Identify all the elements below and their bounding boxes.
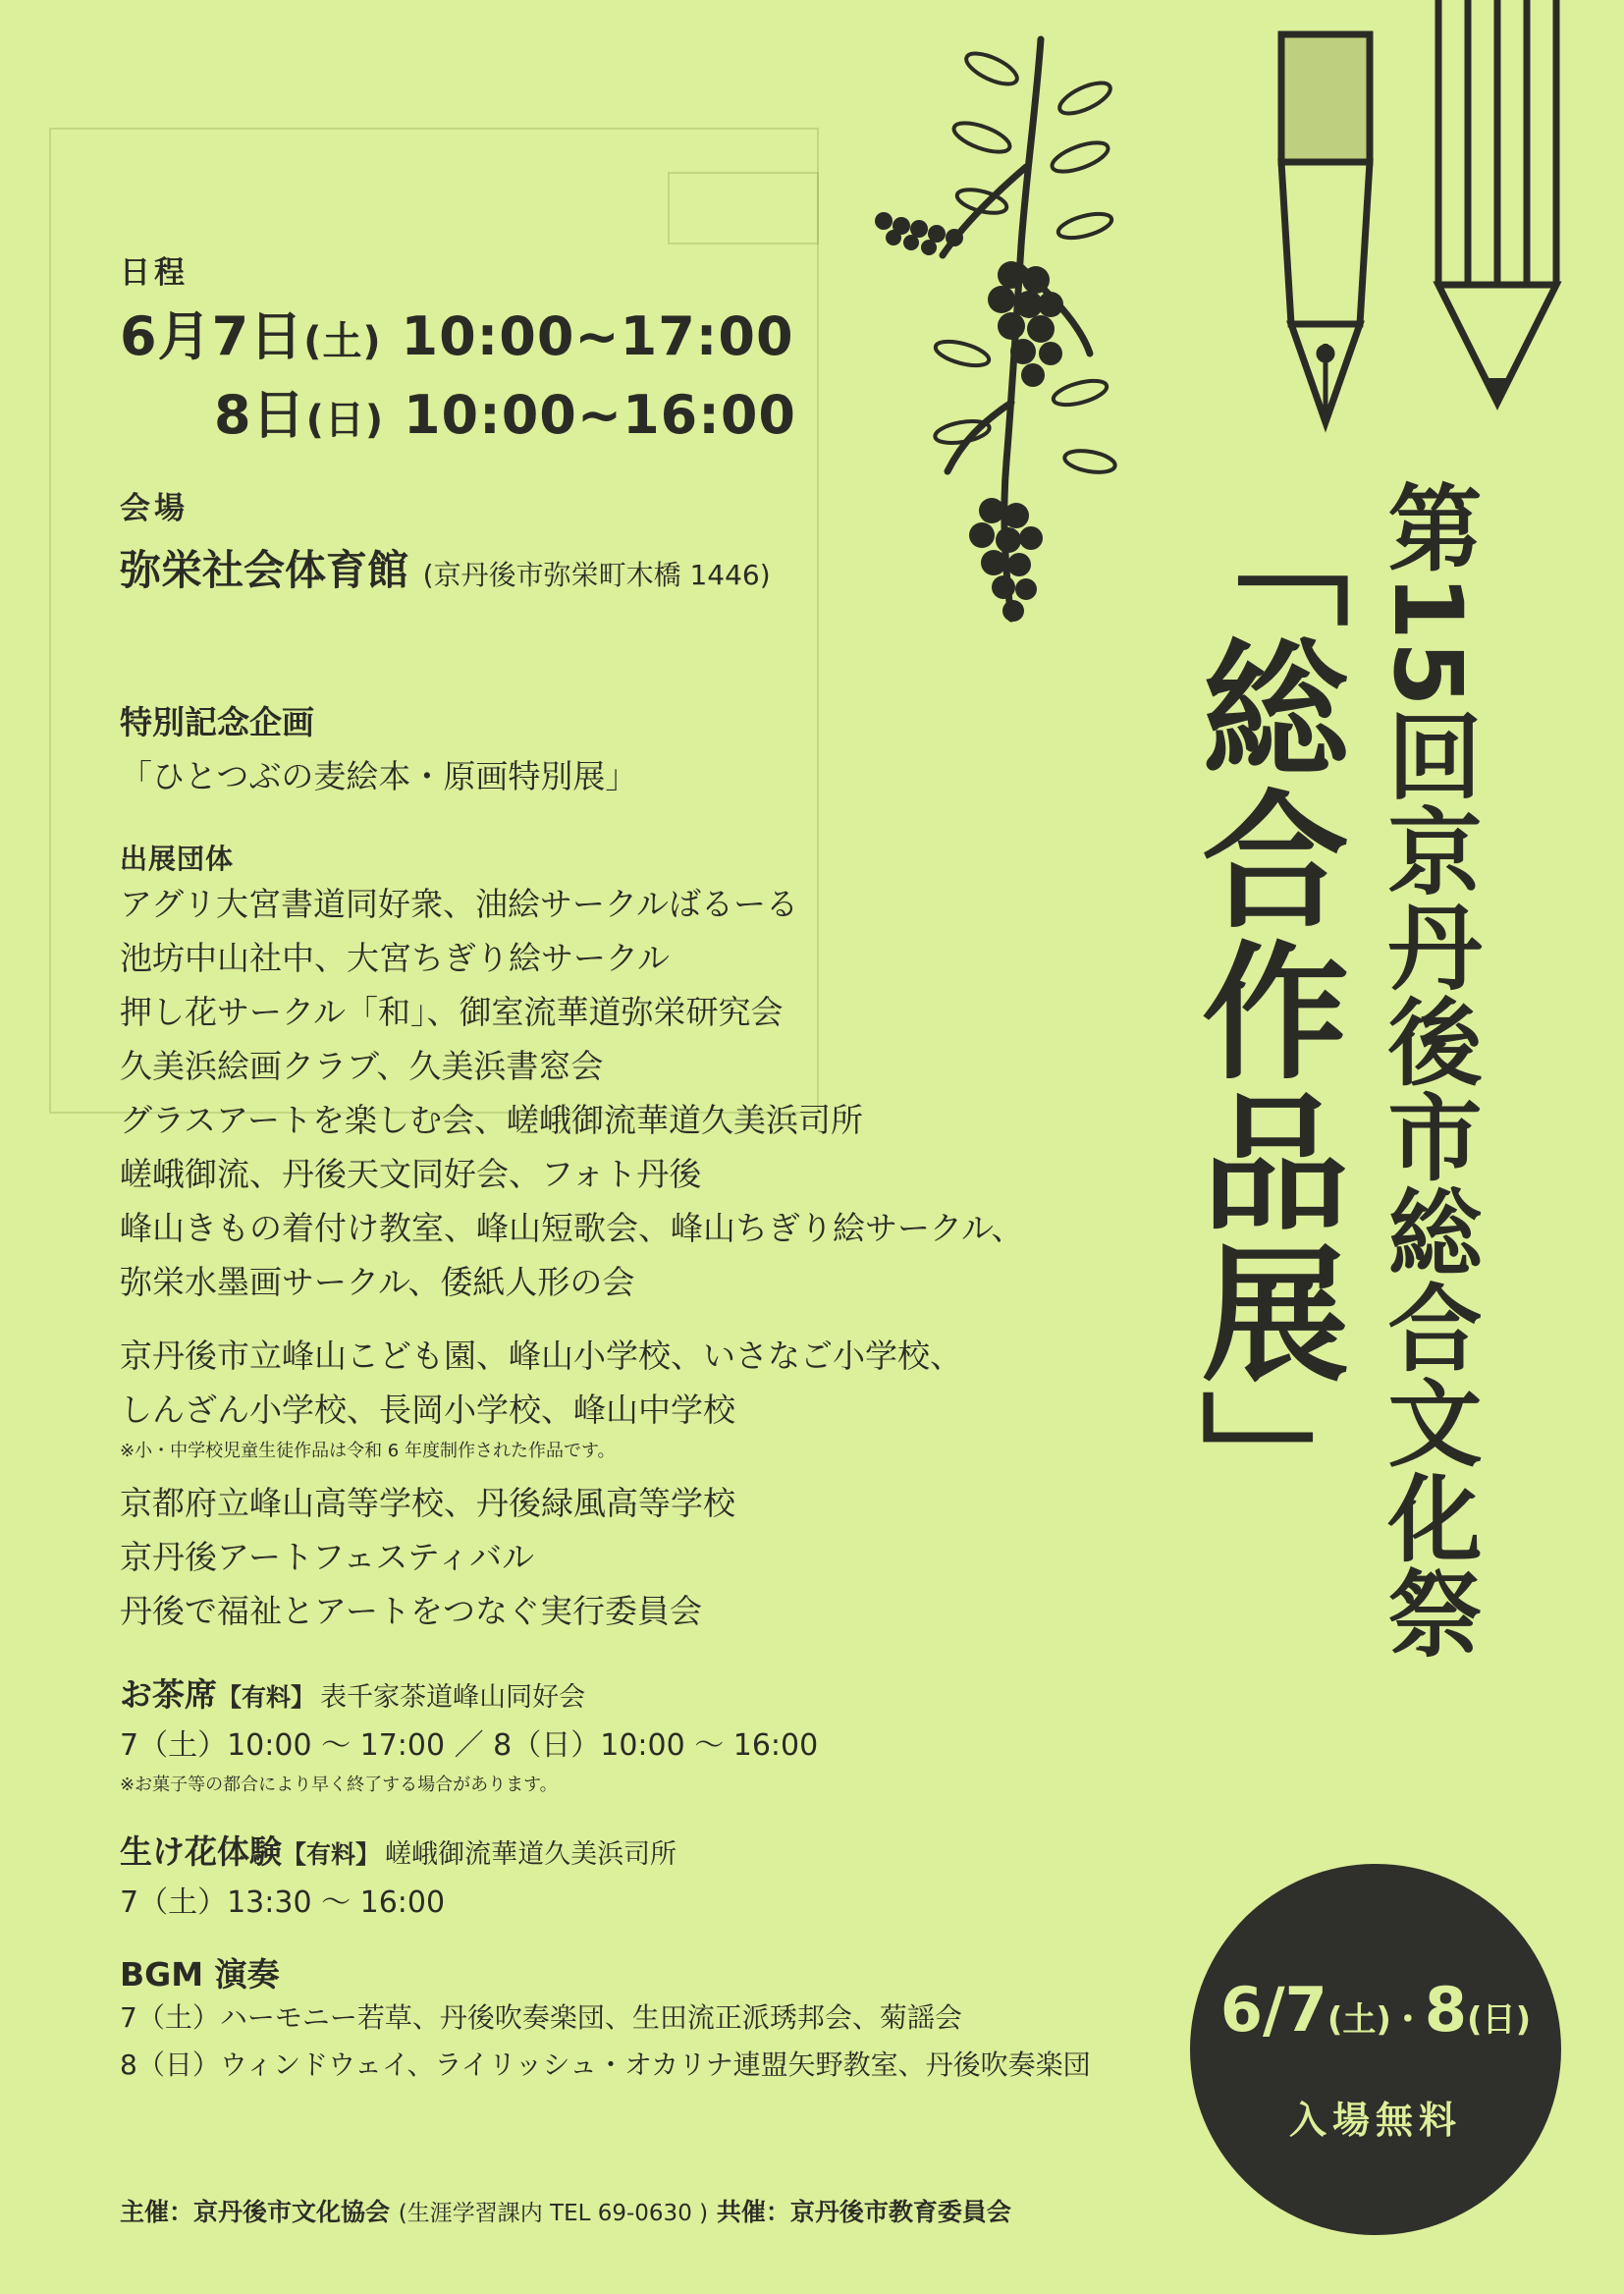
exhibitor-line: 久美浜絵画クラブ、久美浜書窓会 (120, 1047, 604, 1085)
exhibitor-line: 弥栄水墨画サークル、倭紙人形の会 (120, 1263, 635, 1301)
exhibitor-line: 峰山きもの着付け教室、峰山短歌会、峰山ちぎり絵サークル、 (120, 1209, 1024, 1247)
free-admission: 入場無料 (1288, 2099, 1462, 2142)
exhibition-title: 「総合作品展」 (1176, 481, 1347, 1540)
bgm-day2: 8（日）ウィンドウェイ、ライリッシュ・オカリナ連盟矢野教室、丹後吹奏楽団 (120, 2048, 1091, 2081)
tea-note: ※お菓子等の都合により早く終了する場合があります。 (120, 1775, 558, 1795)
schedule-day2 (214, 373, 796, 449)
venue-name: 弥栄社会体育館 (120, 546, 409, 594)
day2-time: 10:00~16:00 (403, 384, 796, 446)
festival-title: 第15回京丹後市総合文化祭 (1373, 479, 1483, 1661)
exhibitor-line: 押し花サークル「和」、御室流華道弥栄研究会 (120, 993, 784, 1031)
schedule-day1 (120, 295, 794, 370)
special-title: 「ひとつぶの麦絵本・原画特別展」 (120, 757, 638, 795)
day1-weekday: (土) (303, 319, 382, 364)
badge-dates (1190, 1974, 1561, 2046)
fountain-pen-icon (1267, 29, 1384, 442)
tea-heading (120, 1669, 585, 1716)
bgm-label: BGM 演奏 (120, 1955, 280, 1994)
day1-time: 10:00~17:00 (401, 305, 794, 367)
badge-weekday-a: (土) (1326, 2000, 1391, 2040)
bgm-day1: 7（土）ハーモニー若草、丹後吹奏楽団、生田流正派琇邦会、菊謡会 (120, 2001, 962, 2034)
exhibitor-line: アグリ大宮書道同好衆、油絵サークルばるーる (120, 885, 799, 923)
plant-sprig-icon (854, 29, 1139, 628)
exhibitor-line: 嵯峨御流、丹後天文同好会、フォト丹後 (120, 1155, 702, 1193)
exhibitor-line: グラスアートを楽しむ会、嵯峨御流華道久美浜司所 (120, 1101, 864, 1139)
badge-separator: ・ (1390, 2000, 1425, 2040)
footer-organizer: 主催：京丹後市文化協会 (120, 2198, 391, 2226)
tea-time: 7（土）10:00 ～ 17:00 ／ 8（日）10:00 ～ 16:00 (120, 1728, 819, 1763)
ikebana-tag: 【有料】 (282, 1840, 381, 1869)
ikebana-heading (120, 1827, 677, 1873)
bg-ghost-box (668, 172, 819, 245)
pencil-icon (1419, 0, 1576, 412)
tea-tag: 【有料】 (217, 1683, 316, 1712)
badge-date-b: 8 (1424, 1974, 1468, 2046)
exhibitor-line: 池坊中山社中、大宮ちぎり絵サークル (120, 939, 671, 977)
day2-date: 8日 (214, 384, 306, 446)
footer-contact: (生涯学習課内 TEL 69-0630 ) (398, 2201, 709, 2226)
day2-weekday: (日) (305, 398, 385, 443)
tea-org: 表千家茶道峰山同好会 (320, 1682, 586, 1713)
school-line: 京丹後市立峰山こども園、峰山小学校、いさなご小学校、 (120, 1337, 962, 1375)
other-exhibitor-line: 丹後で福祉とアートをつなぐ実行委員会 (120, 1592, 703, 1630)
badge-weekday-b: (日) (1467, 2000, 1532, 2040)
ikebana-org: 嵯峨御流華道久美浜司所 (385, 1839, 677, 1870)
date-badge (1190, 1864, 1561, 2235)
ikebana-label: 生け花体験 (120, 1832, 282, 1871)
other-exhibitor-line: 京丹後アートフェスティバル (120, 1538, 535, 1576)
schedule-label: 日程 (120, 255, 189, 291)
badge-date-a: 6/7 (1219, 1974, 1327, 2046)
school-line: しんざん小学校、長岡小学校、峰山中学校 (120, 1391, 735, 1429)
venue (120, 538, 771, 597)
footer (120, 2193, 1011, 2228)
other-exhibitor-line: 京都府立峰山高等学校、丹後緑風高等学校 (120, 1484, 735, 1522)
exhibitors-label: 出展団体 (120, 843, 235, 875)
special-label: 特別記念企画 (120, 703, 314, 741)
tea-label: お茶席 (120, 1675, 217, 1714)
venue-address: (京丹後市弥栄町木橋 1446) (422, 559, 771, 591)
footer-cosponsor: 共催：京丹後市教育委員会 (716, 2198, 1011, 2226)
day1-date: 6月7日 (120, 305, 304, 367)
venue-label: 会場 (120, 491, 189, 526)
school-note: ※小・中学校児童生徒作品は令和 6 年度制作された作品です。 (120, 1441, 616, 1461)
ikebana-time: 7（土）13:30 ～ 16:00 (120, 1885, 446, 1920)
